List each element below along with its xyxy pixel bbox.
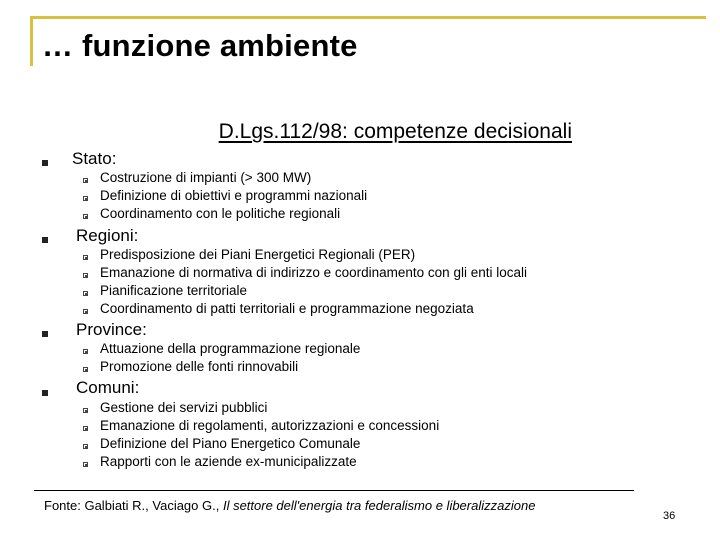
list-item: Costruzione di impianti (> 300 MW) [100,170,312,185]
title-frame-left-line [30,16,33,66]
list-item: Coordinamento di patti territoriali e programmazione negoziata [100,301,474,316]
bullet-square-icon [42,237,48,243]
source-citation [44,498,535,513]
list-item: Definizione di obiettivi e programmi nazionali [100,188,368,203]
section-heading-regioni: Regioni: [76,226,139,245]
bullet-square-icon [42,331,48,337]
sub-bullet-icon [83,367,88,372]
source-book-title: Il settore dell'energia tra federalismo e liberalizzazione [222,498,536,513]
sub-bullet-icon [83,178,88,183]
list-item: Emanazione di regolamenti, autorizzazioni e concessioni [100,418,440,433]
section-heading-province: Province: [76,320,147,339]
sub-bullet-icon [83,273,88,278]
bullet-square-icon [42,160,48,166]
list-item: Gestione dei servizi pubblici [100,400,268,415]
section-heading-comuni: Comuni: [76,378,140,397]
section-heading-stato: Stato: [72,149,117,168]
sub-bullet-icon [83,426,88,431]
footer-divider [34,490,634,491]
sub-bullet-icon [83,309,88,314]
list-item: Rapporti con le aziende ex-municipalizzate [100,454,357,469]
list-item: Predisposizione dei Piani Energetici Regionali (PER) [100,247,416,262]
list-item: Definizione del Piano Energetico Comunale [100,436,361,451]
title-frame-top-line [30,16,706,19]
list-item: Pianificazione territoriale [100,283,248,298]
list-item: Attuazione della programmazione regionale [100,341,361,356]
list-item: Promozione delle fonti rinnovabili [100,359,299,374]
sub-bullet-icon [83,255,88,260]
slide-subtitle: D.Lgs.112/98: competenze decisionali [218,120,572,143]
sub-bullet-icon [83,291,88,296]
sub-bullet-icon [83,196,88,201]
sub-bullet-icon [83,408,88,413]
source-prefix: Fonte: Galbiati R., Vaciago G., [44,498,223,513]
sub-bullet-icon [83,214,88,219]
list-item: Coordinamento con le politiche regionali [100,206,341,221]
sub-bullet-icon [83,444,88,449]
sub-bullet-icon [83,349,88,354]
sub-bullet-icon [83,462,88,467]
bullet-square-icon [42,390,48,396]
list-item: Emanazione di normativa di indirizzo e coordinamento con gli enti locali [100,265,527,280]
slide-title: … funzione ambiente [42,28,358,63]
page-number: 36 [663,510,676,522]
